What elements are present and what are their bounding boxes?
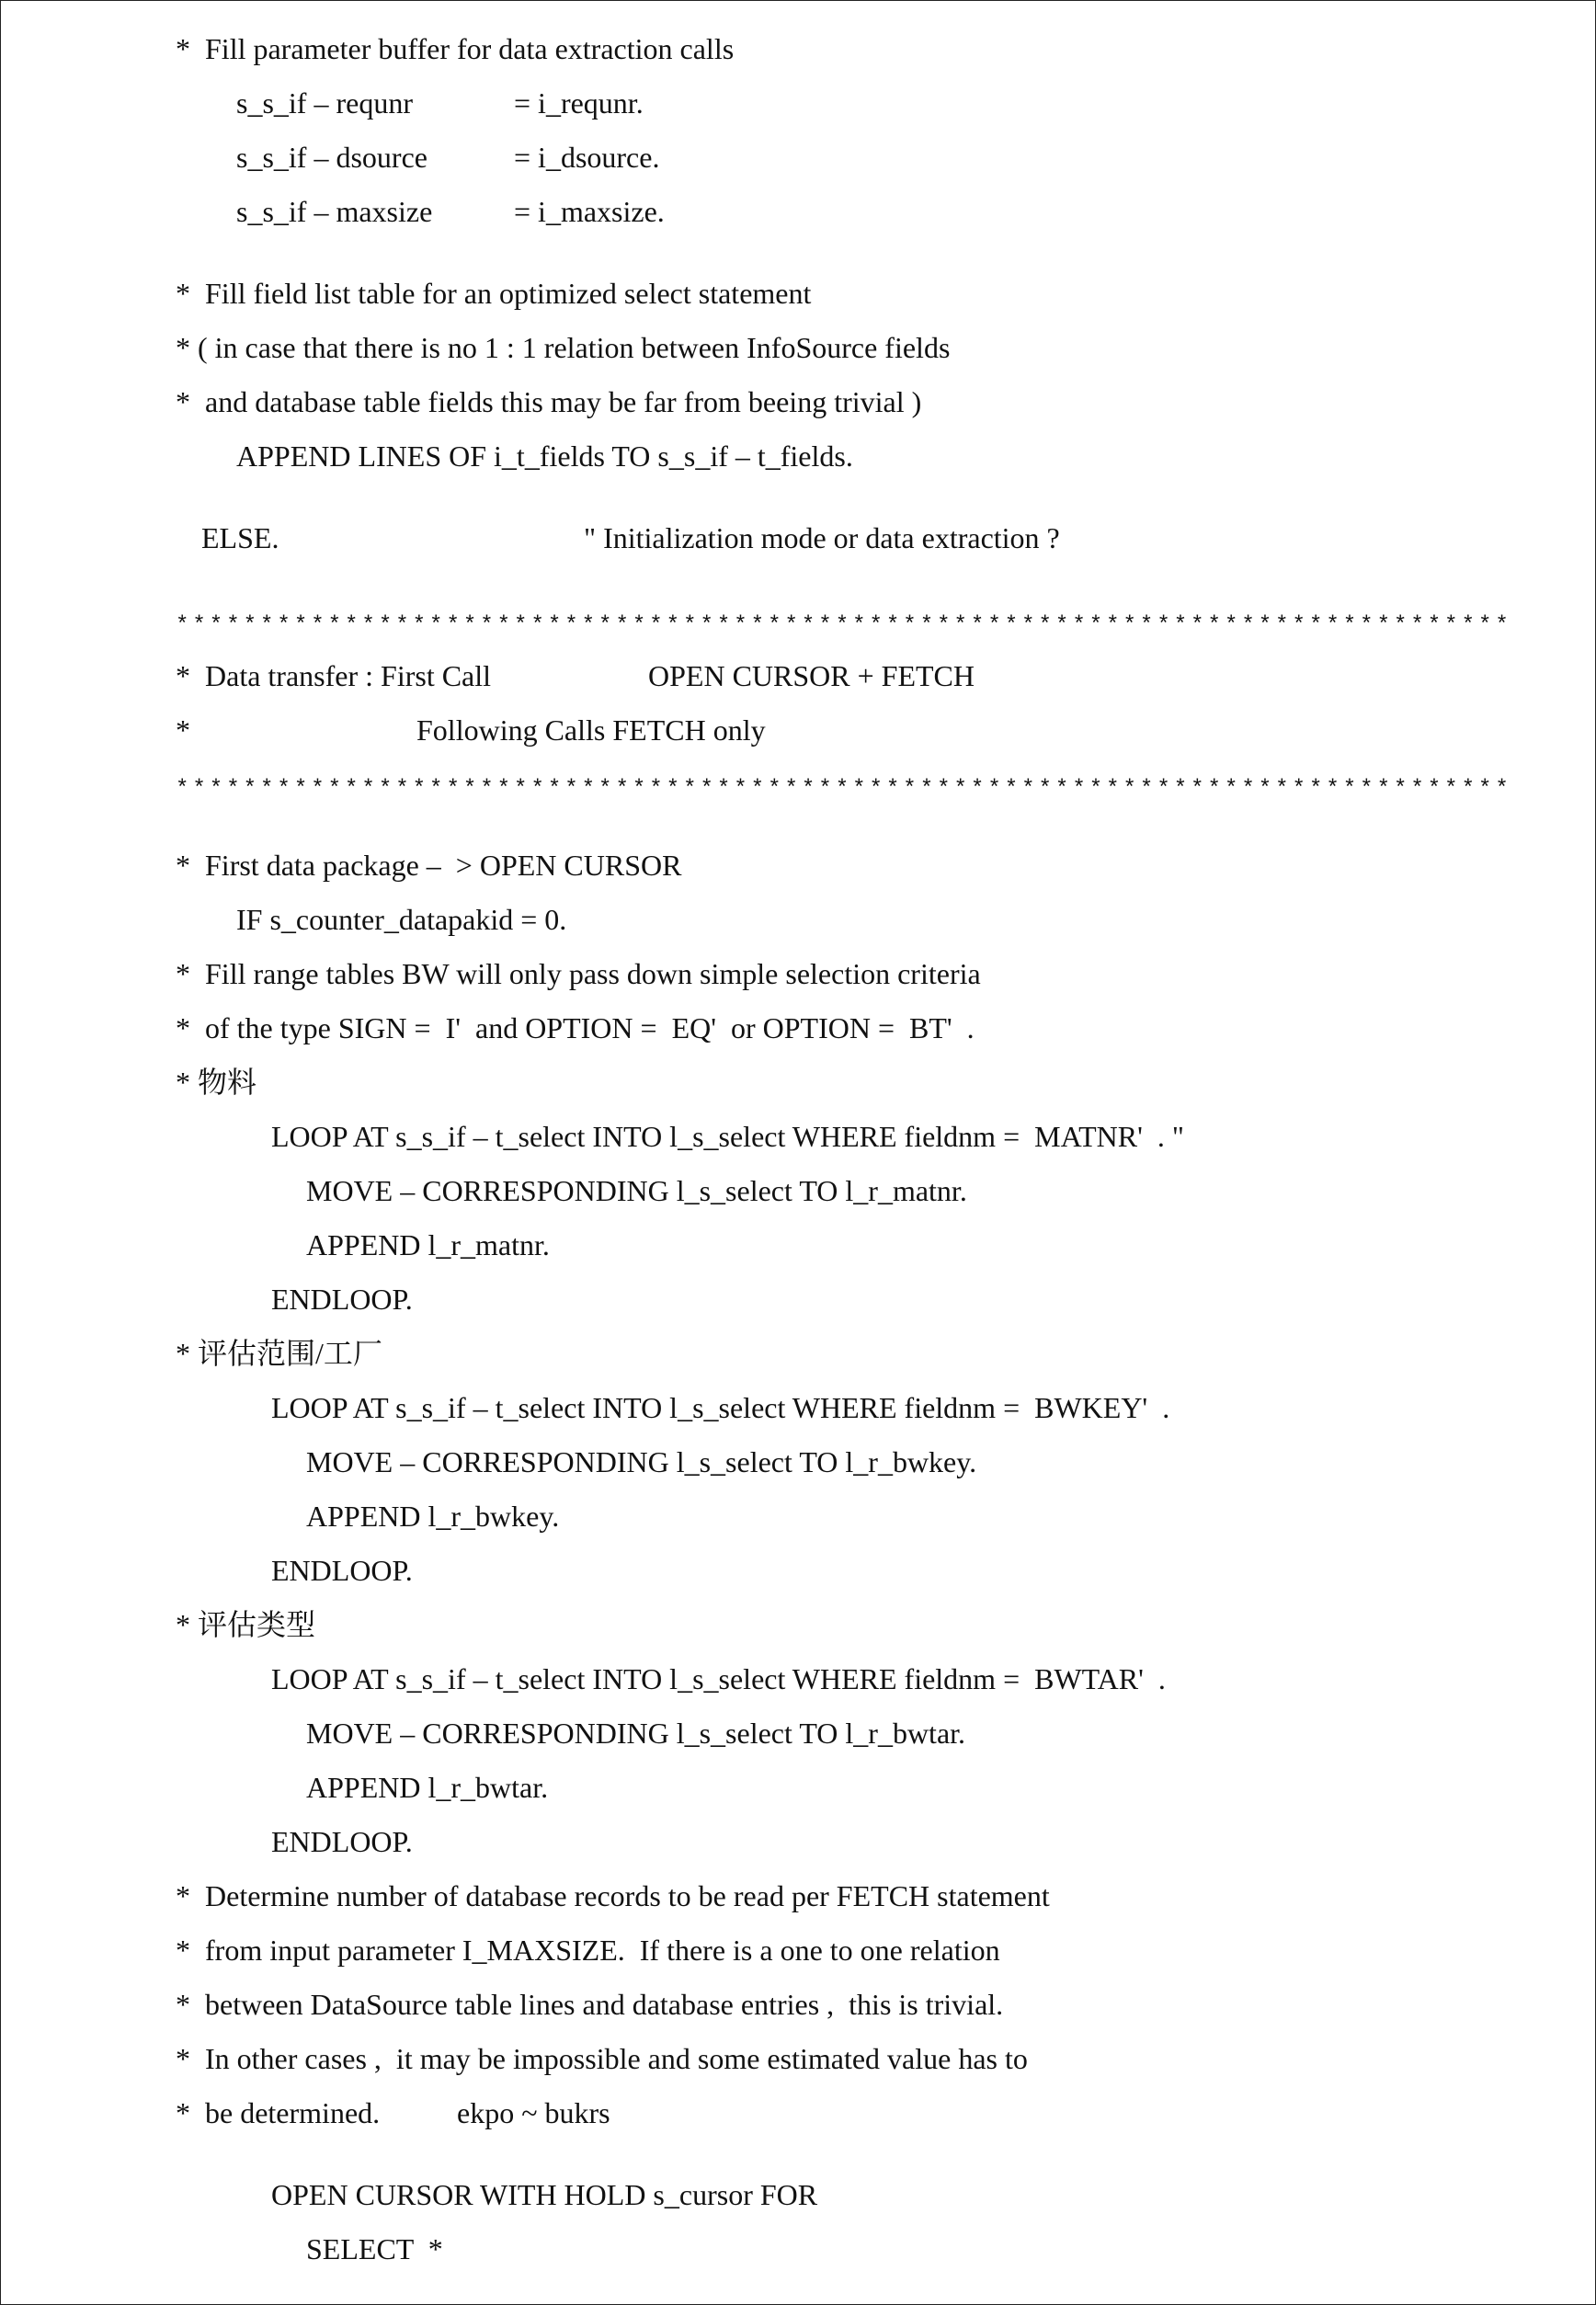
code-line: OPEN CURSOR WITH HOLD s_cursor FOR [271, 2178, 818, 2211]
code-line: ELSE. [201, 521, 279, 554]
code-line: = i_requnr. [514, 86, 644, 120]
separator-line: ******************************************************************************* [176, 777, 1512, 802]
comment-line: Following Calls FETCH only [416, 713, 766, 747]
code-line: = i_dsource. [514, 141, 660, 174]
code-line: APPEND l_r_bwtar. [306, 1771, 549, 1804]
code-line: ENDLOOP. [271, 1554, 413, 1587]
separator-line: ******************************************************************************* [176, 613, 1512, 638]
comment-line: * [176, 713, 190, 747]
comment-line: * between DataSource table lines and database entries , this is trivial. [176, 1988, 1004, 2021]
code-line: LOOP AT s_s_if – t_select INTO l_s_select WHERE fieldnm = MATNR' . " [271, 1120, 1184, 1153]
comment-line: * 评估类型 [176, 1608, 316, 1641]
comment-line: * ( in case that there is no 1 : 1 relation between InfoSource fields [176, 331, 951, 364]
code-line: APPEND l_r_matnr. [306, 1228, 550, 1261]
comment-line: * of the type SIGN = I' and OPTION = EQ' or OPTION = BT' . [176, 1011, 975, 1044]
code-line: = i_maxsize. [514, 195, 665, 228]
comment-line: * 评估范围/工厂 [176, 1337, 382, 1370]
comment-line: OPEN CURSOR + FETCH [648, 659, 975, 692]
code-line: MOVE – CORRESPONDING l_s_select TO l_r_bwtar. [306, 1717, 966, 1750]
code-line: LOOP AT s_s_if – t_select INTO l_s_select WHERE fieldnm = BWTAR' . [271, 1662, 1166, 1695]
comment-line: * First data package – > OPEN CURSOR [176, 849, 682, 882]
comment-line: * Data transfer : First Call [176, 659, 492, 692]
comment-line: * from input parameter I_MAXSIZE. If there is a one to one relation [176, 1934, 1000, 1967]
comment-line: * 物料 [176, 1066, 257, 1099]
code-line: s_s_if – maxsize [236, 195, 433, 228]
comment-line: * and database table fields this may be far from beeing trivial ) [176, 385, 922, 418]
code-line: IF s_counter_datapakid = 0. [236, 903, 567, 936]
comment-line: * In other cases , it may be impossible and some estimated value has to [176, 2042, 1028, 2075]
code-line: LOOP AT s_s_if – t_select INTO l_s_select WHERE fieldnm = BWKEY' . [271, 1391, 1170, 1424]
code-line: MOVE – CORRESPONDING l_s_select TO l_r_bwkey. [306, 1445, 977, 1478]
code-line: MOVE – CORRESPONDING l_s_select TO l_r_matnr. [306, 1174, 967, 1207]
code-comment: " Initialization mode or data extraction ? [584, 521, 1060, 554]
comment-line: * Determine number of database records to be read per FETCH statement [176, 1879, 1050, 1912]
comment-line: * Fill parameter buffer for data extraction calls [176, 32, 735, 65]
code-line: s_s_if – requnr [236, 86, 413, 120]
comment-line: * Fill field list table for an optimized select statement [176, 277, 812, 310]
comment-line: ekpo ~ bukrs [457, 2096, 610, 2129]
code-line: APPEND l_r_bwkey. [306, 1500, 560, 1533]
comment-line: * Fill range tables BW will only pass down simple selection criteria [176, 957, 981, 990]
code-line: APPEND LINES OF i_t_fields TO s_s_if – t_fields. [236, 439, 853, 473]
code-line: SELECT * [306, 2232, 443, 2265]
code-line: ENDLOOP. [271, 1283, 413, 1316]
code-line: ENDLOOP. [271, 1825, 413, 1858]
code-line: s_s_if – dsource [236, 141, 428, 174]
comment-line: * be determined. [176, 2096, 381, 2129]
